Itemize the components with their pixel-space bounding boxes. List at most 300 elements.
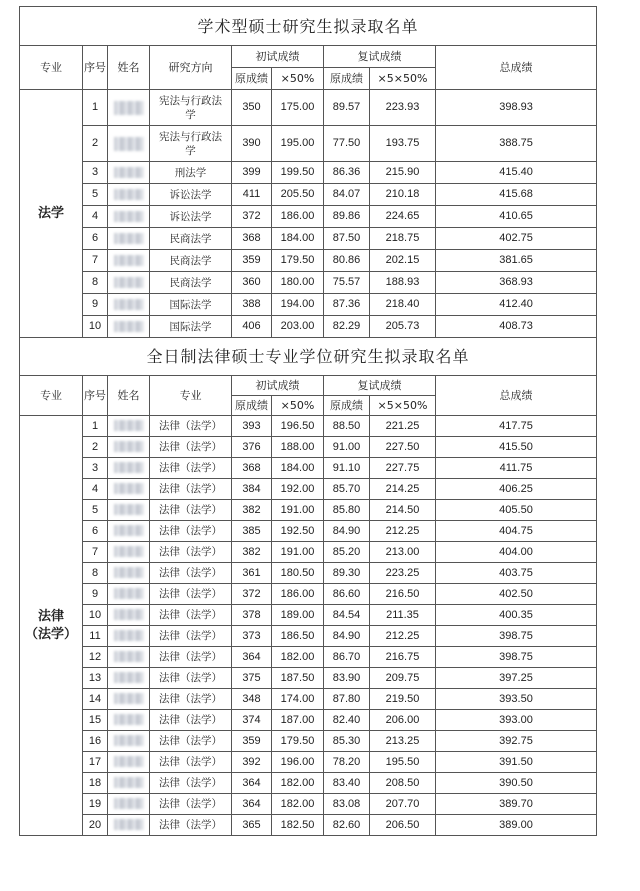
retest-pct-cell: 211.35 — [370, 605, 436, 626]
table-row — [20, 126, 597, 162]
retest-pct-cell: 221.25 — [370, 416, 436, 437]
initial-raw-cell: 359 — [232, 731, 272, 752]
name-cell-redacted — [108, 126, 150, 162]
table-row — [20, 815, 597, 836]
seq-cell: 16 — [83, 731, 108, 752]
total-cell: 410.65 — [436, 206, 597, 228]
redacted-name-blur — [114, 798, 144, 809]
name-cell-redacted — [108, 563, 150, 584]
initial-raw-cell: 374 — [232, 710, 272, 731]
redacted-name-blur — [114, 525, 144, 536]
name-cell-redacted — [108, 272, 150, 294]
redacted-name-blur — [114, 693, 144, 704]
retest-raw-cell: 84.90 — [324, 521, 370, 542]
initial-pct-cell: 182.00 — [272, 794, 324, 815]
seq-cell: 18 — [83, 773, 108, 794]
major-cell: 法学 — [20, 90, 83, 338]
retest-pct-cell: 216.75 — [370, 647, 436, 668]
name-cell-redacted — [108, 710, 150, 731]
redacted-name-blur — [114, 462, 144, 473]
specialty-cell: 法律（法学） — [150, 437, 232, 458]
initial-raw-cell: 365 — [232, 815, 272, 836]
redacted-name-blur — [114, 819, 144, 830]
table-row — [20, 162, 597, 184]
header-seq: 序号 — [83, 46, 108, 90]
name-cell-redacted — [108, 815, 150, 836]
table-row — [20, 773, 597, 794]
initial-raw-cell: 372 — [232, 206, 272, 228]
initial-pct-cell: 182.00 — [272, 773, 324, 794]
retest-raw-cell: 85.20 — [324, 542, 370, 563]
initial-raw-cell: 373 — [232, 626, 272, 647]
table-row — [20, 668, 597, 689]
total-cell: 391.50 — [436, 752, 597, 773]
redacted-name-blur — [114, 483, 144, 494]
retest-raw-cell: 89.57 — [324, 90, 370, 126]
initial-pct-cell: 187.00 — [272, 710, 324, 731]
specialty-cell: 法律（法学） — [150, 689, 232, 710]
table-row — [20, 272, 597, 294]
header-seq: 序号 — [83, 376, 108, 416]
initial-pct-cell: 196.00 — [272, 752, 324, 773]
header-initial-raw: 原成绩 — [232, 396, 272, 416]
initial-pct-cell: 186.00 — [272, 206, 324, 228]
retest-pct-cell: 223.93 — [370, 90, 436, 126]
initial-pct-cell: 192.50 — [272, 521, 324, 542]
specialty-cell: 法律（法学） — [150, 521, 232, 542]
redacted-name-blur — [114, 233, 144, 244]
header-total: 总成绩 — [436, 46, 597, 90]
retest-raw-cell: 82.60 — [324, 815, 370, 836]
initial-raw-cell: 368 — [232, 458, 272, 479]
table-row — [20, 563, 597, 584]
redacted-name-blur — [114, 630, 144, 641]
table-row — [20, 689, 597, 710]
seq-cell: 4 — [83, 206, 108, 228]
total-cell: 392.75 — [436, 731, 597, 752]
retest-pct-cell: 213.00 — [370, 542, 436, 563]
redacted-name-blur — [114, 756, 144, 767]
redacted-name-blur — [114, 189, 144, 200]
initial-pct-cell: 186.50 — [272, 626, 324, 647]
retest-raw-cell: 87.36 — [324, 294, 370, 316]
initial-raw-cell: 360 — [232, 272, 272, 294]
seq-cell: 3 — [83, 458, 108, 479]
specialty-cell: 法律（法学） — [150, 416, 232, 437]
table-row — [20, 500, 597, 521]
redacted-name-blur — [114, 211, 144, 222]
retest-pct-cell: 207.70 — [370, 794, 436, 815]
header-initial-pct: ×50% — [272, 68, 324, 90]
retest-raw-cell: 91.00 — [324, 437, 370, 458]
initial-pct-cell: 191.00 — [272, 500, 324, 521]
table-row — [20, 294, 597, 316]
retest-pct-cell: 218.40 — [370, 294, 436, 316]
initial-pct-cell: 194.00 — [272, 294, 324, 316]
direction-cell: 国际法学 — [150, 316, 232, 338]
redacted-name-blur — [114, 167, 144, 178]
header-direction: 研究方向 — [150, 46, 232, 90]
seq-cell: 6 — [83, 228, 108, 250]
redacted-name-blur — [114, 735, 144, 746]
initial-raw-cell: 364 — [232, 794, 272, 815]
major-line-1: 法律 — [37, 608, 64, 624]
total-cell: 404.00 — [436, 542, 597, 563]
seq-cell: 15 — [83, 710, 108, 731]
retest-pct-cell: 193.75 — [370, 126, 436, 162]
name-cell-redacted — [108, 206, 150, 228]
table-row — [20, 542, 597, 563]
redacted-name-blur — [114, 137, 144, 151]
seq-cell: 1 — [83, 90, 108, 126]
redacted-name-blur — [114, 101, 144, 115]
table-row — [20, 206, 597, 228]
table-row — [20, 647, 597, 668]
redacted-name-blur — [114, 714, 144, 725]
direction-cell: 国际法学 — [150, 294, 232, 316]
initial-raw-cell: 364 — [232, 773, 272, 794]
name-cell-redacted — [108, 316, 150, 338]
initial-pct-cell: 179.50 — [272, 731, 324, 752]
header-name: 姓名 — [108, 46, 150, 90]
retest-pct-cell: 206.00 — [370, 710, 436, 731]
table-row — [20, 710, 597, 731]
specialty-cell: 法律（法学） — [150, 668, 232, 689]
table1-title: 学术型硕士研究生拟录取名单 — [20, 7, 597, 46]
academic-admission-table — [19, 6, 597, 338]
table-row — [20, 752, 597, 773]
retest-pct-cell: 214.50 — [370, 500, 436, 521]
seq-cell: 20 — [83, 815, 108, 836]
header-retest-raw: 原成绩 — [324, 396, 370, 416]
total-cell: 398.75 — [436, 647, 597, 668]
retest-raw-cell: 91.10 — [324, 458, 370, 479]
major-cell — [20, 416, 83, 836]
header-initial-score: 初试成绩 — [232, 376, 324, 396]
name-cell-redacted — [108, 294, 150, 316]
table-row — [20, 250, 597, 272]
retest-raw-cell: 85.80 — [324, 500, 370, 521]
direction-cell: 刑法学 — [150, 162, 232, 184]
redacted-name-blur — [114, 321, 144, 332]
total-cell: 381.65 — [436, 250, 597, 272]
name-cell-redacted — [108, 416, 150, 437]
retest-raw-cell: 84.54 — [324, 605, 370, 626]
table-row — [20, 416, 597, 437]
retest-pct-cell: 195.50 — [370, 752, 436, 773]
seq-cell: 10 — [83, 605, 108, 626]
total-cell: 402.75 — [436, 228, 597, 250]
total-cell: 393.50 — [436, 689, 597, 710]
initial-raw-cell: 348 — [232, 689, 272, 710]
table-row — [20, 316, 597, 338]
initial-raw-cell: 382 — [232, 542, 272, 563]
total-cell: 415.68 — [436, 184, 597, 206]
seq-cell: 7 — [83, 250, 108, 272]
seq-cell: 5 — [83, 184, 108, 206]
initial-pct-cell: 195.00 — [272, 126, 324, 162]
total-cell: 388.75 — [436, 126, 597, 162]
retest-pct-cell: 205.73 — [370, 316, 436, 338]
seq-cell: 10 — [83, 316, 108, 338]
table-row — [20, 521, 597, 542]
admission-document — [19, 6, 596, 836]
name-cell-redacted — [108, 689, 150, 710]
total-cell: 389.70 — [436, 794, 597, 815]
direction-cell: 诉讼法学 — [150, 206, 232, 228]
table-row — [20, 437, 597, 458]
total-cell: 393.00 — [436, 710, 597, 731]
retest-raw-cell: 89.30 — [324, 563, 370, 584]
initial-pct-cell: 199.50 — [272, 162, 324, 184]
specialty-cell: 法律（法学） — [150, 500, 232, 521]
retest-pct-cell: 212.25 — [370, 626, 436, 647]
redacted-name-blur — [114, 255, 144, 266]
initial-raw-cell: 411 — [232, 184, 272, 206]
total-cell: 406.25 — [436, 479, 597, 500]
total-cell: 400.35 — [436, 605, 597, 626]
name-cell-redacted — [108, 458, 150, 479]
table-row — [20, 479, 597, 500]
specialty-cell: 法律（法学） — [150, 731, 232, 752]
seq-cell: 13 — [83, 668, 108, 689]
name-cell-redacted — [108, 228, 150, 250]
seq-cell: 8 — [83, 563, 108, 584]
header-specialty: 专业 — [150, 376, 232, 416]
redacted-name-blur — [114, 777, 144, 788]
total-cell: 397.25 — [436, 668, 597, 689]
header-initial-pct: ×50% — [272, 396, 324, 416]
retest-raw-cell: 87.50 — [324, 228, 370, 250]
retest-raw-cell: 82.40 — [324, 710, 370, 731]
redacted-name-blur — [114, 299, 144, 310]
seq-cell: 9 — [83, 584, 108, 605]
total-cell: 403.75 — [436, 563, 597, 584]
direction-cell: 诉讼法学 — [150, 184, 232, 206]
initial-raw-cell: 372 — [232, 584, 272, 605]
initial-raw-cell: 350 — [232, 90, 272, 126]
initial-pct-cell: 184.00 — [272, 228, 324, 250]
retest-raw-cell: 80.86 — [324, 250, 370, 272]
seq-cell: 14 — [83, 689, 108, 710]
retest-pct-cell: 208.50 — [370, 773, 436, 794]
total-cell: 398.75 — [436, 626, 597, 647]
professional-admission-table — [19, 337, 597, 836]
redacted-name-blur — [114, 504, 144, 515]
initial-raw-cell: 376 — [232, 437, 272, 458]
total-cell: 404.75 — [436, 521, 597, 542]
header-name: 姓名 — [108, 376, 150, 416]
direction-cell: 宪法与行政法学 — [150, 90, 232, 126]
seq-cell: 1 — [83, 416, 108, 437]
seq-cell: 6 — [83, 521, 108, 542]
total-cell: 402.50 — [436, 584, 597, 605]
retest-raw-cell: 85.70 — [324, 479, 370, 500]
redacted-name-blur — [114, 609, 144, 620]
name-cell-redacted — [108, 437, 150, 458]
initial-pct-cell: 174.00 — [272, 689, 324, 710]
initial-pct-cell: 196.50 — [272, 416, 324, 437]
header-retest-pct: ×5×50% — [370, 396, 436, 416]
initial-raw-cell: 385 — [232, 521, 272, 542]
table-row — [20, 228, 597, 250]
table-row — [20, 458, 597, 479]
initial-pct-cell: 186.00 — [272, 584, 324, 605]
initial-raw-cell: 359 — [232, 250, 272, 272]
table-row — [20, 584, 597, 605]
seq-cell: 5 — [83, 500, 108, 521]
specialty-cell: 法律（法学） — [150, 479, 232, 500]
header-total: 总成绩 — [436, 376, 597, 416]
major-line-2: （法学） — [24, 626, 77, 642]
initial-pct-cell: 175.00 — [272, 90, 324, 126]
name-cell-redacted — [108, 542, 150, 563]
total-cell: 390.50 — [436, 773, 597, 794]
retest-pct-cell: 214.25 — [370, 479, 436, 500]
total-cell: 415.50 — [436, 437, 597, 458]
seq-cell: 9 — [83, 294, 108, 316]
specialty-cell: 法律（法学） — [150, 626, 232, 647]
initial-pct-cell: 180.00 — [272, 272, 324, 294]
retest-pct-cell: 206.50 — [370, 815, 436, 836]
retest-raw-cell: 86.60 — [324, 584, 370, 605]
retest-pct-cell: 209.75 — [370, 668, 436, 689]
retest-raw-cell: 83.90 — [324, 668, 370, 689]
header-retest-pct: ×5×50% — [370, 68, 436, 90]
initial-raw-cell: 375 — [232, 668, 272, 689]
name-cell-redacted — [108, 162, 150, 184]
initial-raw-cell: 378 — [232, 605, 272, 626]
retest-raw-cell: 78.20 — [324, 752, 370, 773]
name-cell-redacted — [108, 626, 150, 647]
name-cell-redacted — [108, 647, 150, 668]
retest-raw-cell: 75.57 — [324, 272, 370, 294]
initial-raw-cell: 384 — [232, 479, 272, 500]
retest-pct-cell: 188.93 — [370, 272, 436, 294]
initial-raw-cell: 368 — [232, 228, 272, 250]
seq-cell: 19 — [83, 794, 108, 815]
direction-cell: 民商法学 — [150, 250, 232, 272]
redacted-name-blur — [114, 420, 144, 431]
specialty-cell: 法律（法学） — [150, 458, 232, 479]
name-cell-redacted — [108, 521, 150, 542]
initial-pct-cell: 205.50 — [272, 184, 324, 206]
name-cell-redacted — [108, 731, 150, 752]
direction-cell: 民商法学 — [150, 272, 232, 294]
retest-pct-cell: 216.50 — [370, 584, 436, 605]
initial-pct-cell: 179.50 — [272, 250, 324, 272]
initial-raw-cell: 390 — [232, 126, 272, 162]
table-row — [20, 605, 597, 626]
retest-pct-cell: 227.75 — [370, 458, 436, 479]
name-cell-redacted — [108, 500, 150, 521]
initial-pct-cell: 184.00 — [272, 458, 324, 479]
specialty-cell: 法律（法学） — [150, 542, 232, 563]
header-major: 专业 — [20, 376, 83, 416]
retest-raw-cell: 86.70 — [324, 647, 370, 668]
seq-cell: 17 — [83, 752, 108, 773]
total-cell: 412.40 — [436, 294, 597, 316]
retest-pct-cell: 202.15 — [370, 250, 436, 272]
redacted-name-blur — [114, 546, 144, 557]
redacted-name-blur — [114, 441, 144, 452]
initial-raw-cell: 388 — [232, 294, 272, 316]
retest-pct-cell: 212.25 — [370, 521, 436, 542]
retest-pct-cell: 224.65 — [370, 206, 436, 228]
total-cell: 415.40 — [436, 162, 597, 184]
retest-pct-cell: 213.25 — [370, 731, 436, 752]
redacted-name-blur — [114, 567, 144, 578]
name-cell-redacted — [108, 184, 150, 206]
direction-cell: 宪法与行政法学 — [150, 126, 232, 162]
retest-raw-cell: 82.29 — [324, 316, 370, 338]
name-cell-redacted — [108, 250, 150, 272]
name-cell-redacted — [108, 668, 150, 689]
table-row — [20, 184, 597, 206]
total-cell: 408.73 — [436, 316, 597, 338]
specialty-cell: 法律（法学） — [150, 563, 232, 584]
retest-raw-cell: 84.07 — [324, 184, 370, 206]
redacted-name-blur — [114, 651, 144, 662]
initial-pct-cell: 192.00 — [272, 479, 324, 500]
retest-pct-cell: 218.75 — [370, 228, 436, 250]
name-cell-redacted — [108, 479, 150, 500]
initial-pct-cell: 182.50 — [272, 815, 324, 836]
header-initial-score: 初试成绩 — [232, 46, 324, 68]
header-major: 专业 — [20, 46, 83, 90]
name-cell-redacted — [108, 90, 150, 126]
initial-raw-cell: 393 — [232, 416, 272, 437]
seq-cell: 8 — [83, 272, 108, 294]
header-retest-score: 复试成绩 — [324, 376, 436, 396]
total-cell: 417.75 — [436, 416, 597, 437]
total-cell: 368.93 — [436, 272, 597, 294]
name-cell-redacted — [108, 605, 150, 626]
specialty-cell: 法律（法学） — [150, 815, 232, 836]
table-row — [20, 794, 597, 815]
total-cell: 405.50 — [436, 500, 597, 521]
name-cell-redacted — [108, 584, 150, 605]
specialty-cell: 法律（法学） — [150, 605, 232, 626]
retest-pct-cell: 223.25 — [370, 563, 436, 584]
initial-pct-cell: 188.00 — [272, 437, 324, 458]
table-row — [20, 90, 597, 126]
retest-pct-cell: 227.50 — [370, 437, 436, 458]
seq-cell: 2 — [83, 126, 108, 162]
seq-cell: 4 — [83, 479, 108, 500]
initial-raw-cell: 364 — [232, 647, 272, 668]
name-cell-redacted — [108, 773, 150, 794]
initial-pct-cell: 191.00 — [272, 542, 324, 563]
specialty-cell: 法律（法学） — [150, 584, 232, 605]
initial-pct-cell: 189.00 — [272, 605, 324, 626]
table-row — [20, 731, 597, 752]
total-cell: 411.75 — [436, 458, 597, 479]
retest-raw-cell: 85.30 — [324, 731, 370, 752]
redacted-name-blur — [114, 672, 144, 683]
specialty-cell: 法律（法学） — [150, 647, 232, 668]
initial-pct-cell: 180.50 — [272, 563, 324, 584]
retest-raw-cell: 84.90 — [324, 626, 370, 647]
total-cell: 398.93 — [436, 90, 597, 126]
initial-pct-cell: 187.50 — [272, 668, 324, 689]
retest-raw-cell: 87.80 — [324, 689, 370, 710]
initial-raw-cell: 382 — [232, 500, 272, 521]
specialty-cell: 法律（法学） — [150, 794, 232, 815]
total-cell: 389.00 — [436, 815, 597, 836]
retest-raw-cell: 77.50 — [324, 126, 370, 162]
initial-pct-cell: 182.00 — [272, 647, 324, 668]
